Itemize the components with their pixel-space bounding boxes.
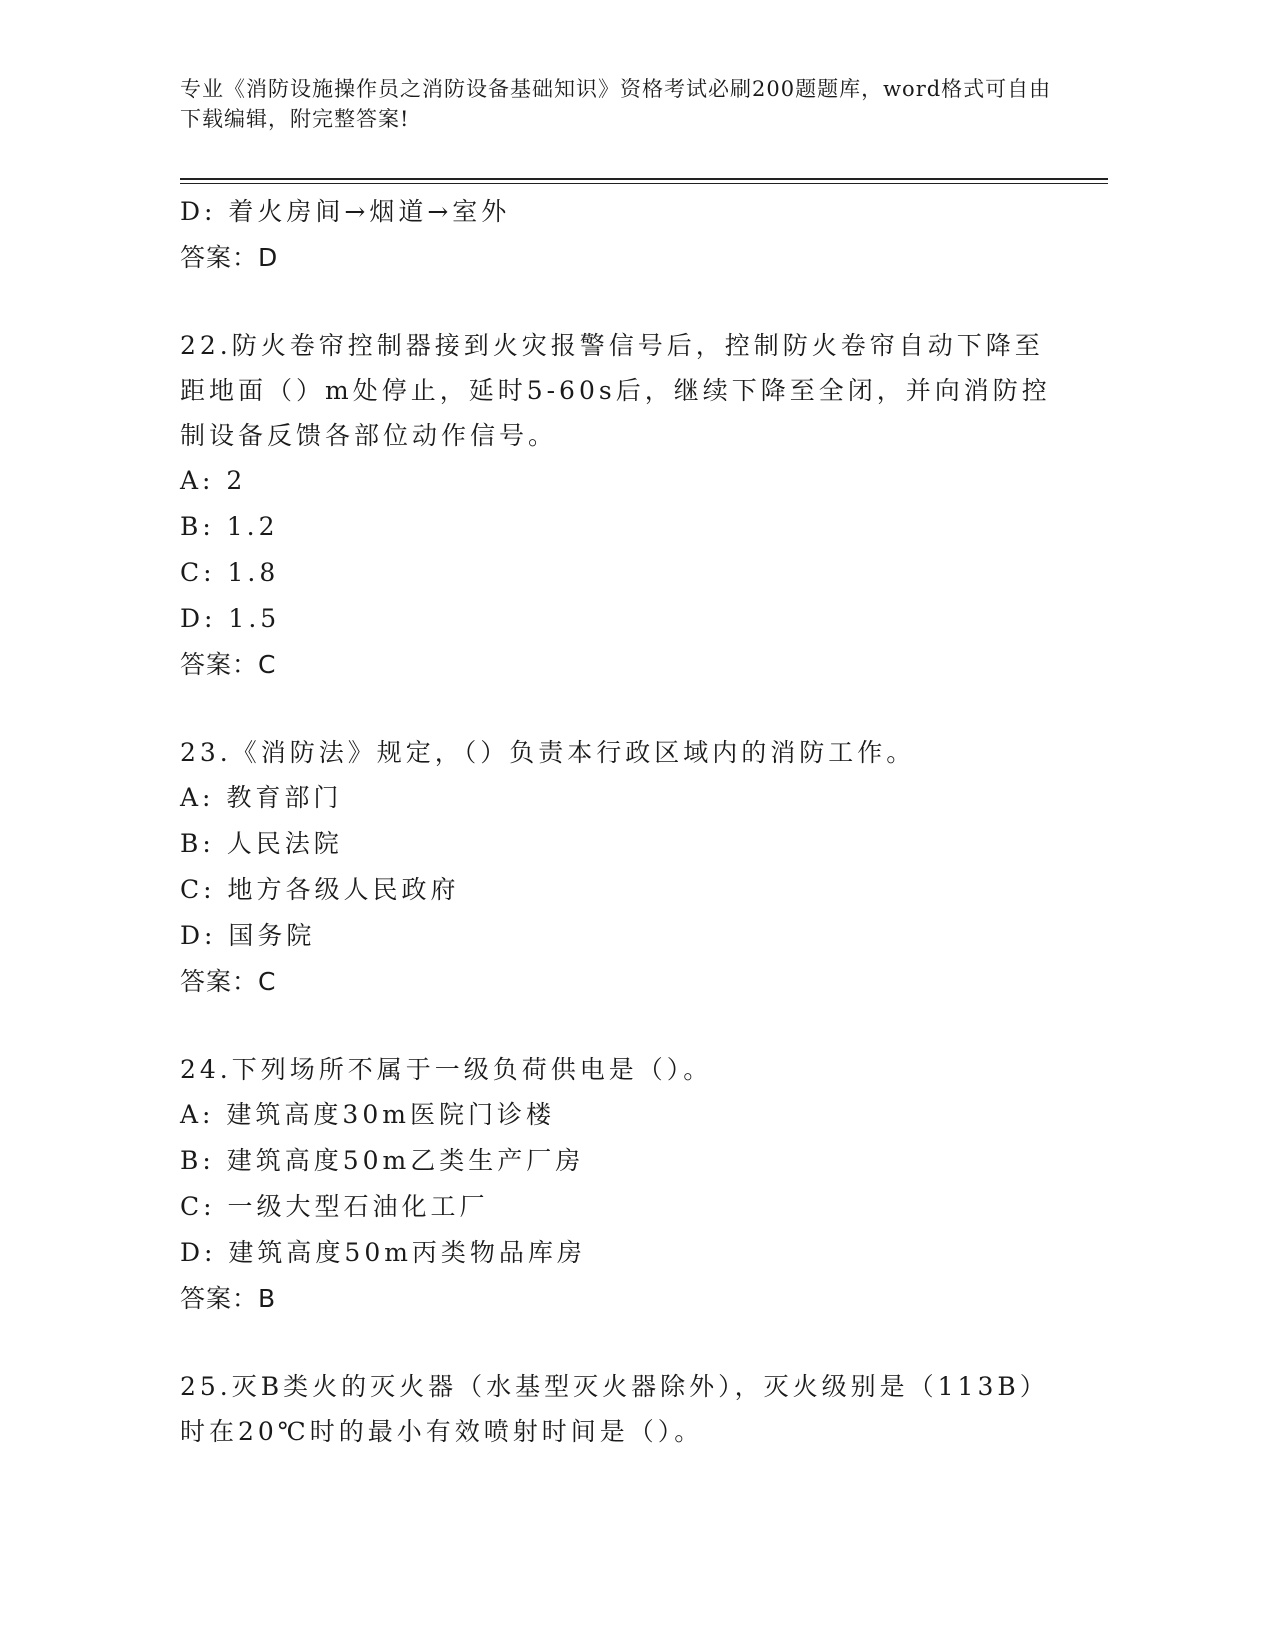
header-title: 专业《消防设施操作员之消防设备基础知识》资格考试必刷200题题库，word格式可自由下载编辑，附完整答案! bbox=[180, 77, 1052, 131]
question-content bbox=[180, 189, 1060, 1454]
question-stem: 25.灭B类火的灭火器（水基型灭火器除外），灭火级别是（113B）时在20℃时的最小有效喷射时间是（）。 bbox=[180, 1372, 1049, 1446]
option-a: A: 教育部门 bbox=[180, 783, 343, 812]
option-c: C: 一级大型石油化工厂 bbox=[180, 1192, 489, 1221]
option-b: B: 1.2 bbox=[180, 512, 279, 541]
question-stem: 24.下列场所不属于一级负荷供电是（）。 bbox=[180, 1055, 713, 1084]
option-b: B: 建筑高度50m乙类生产厂房 bbox=[180, 1146, 585, 1175]
header-divider-thin bbox=[180, 183, 1108, 184]
spacer bbox=[180, 1322, 1060, 1364]
option-a: A: 2 bbox=[180, 466, 247, 495]
spacer bbox=[180, 1005, 1060, 1047]
question-23 bbox=[180, 730, 1060, 1005]
option-c: C: 地方各级人民政府 bbox=[180, 875, 460, 904]
option-b: B: 人民法院 bbox=[180, 829, 343, 858]
answer-line: 答案：C bbox=[180, 650, 277, 679]
answer-line: 答案：C bbox=[180, 967, 277, 996]
spacer bbox=[180, 688, 1060, 730]
question-25 bbox=[180, 1364, 1060, 1454]
question-stem: 22.防火卷帘控制器接到火灾报警信号后，控制防火卷帘自动下降至距地面（）m处停止，延时5-60s后，继续下降至全闭，并向消防控制设备反馈各部位动作信号。 bbox=[180, 331, 1051, 450]
option-c: C: 1.8 bbox=[180, 558, 280, 587]
option-d: D: 着火房间→烟道→室外 bbox=[180, 197, 511, 226]
document-header bbox=[180, 74, 1060, 134]
question-24 bbox=[180, 1047, 1060, 1322]
option-d: D: 建筑高度50m丙类物品库房 bbox=[180, 1238, 586, 1267]
spacer bbox=[180, 281, 1060, 323]
question-22 bbox=[180, 323, 1060, 688]
answer-line: 答案：B bbox=[180, 1284, 277, 1313]
question-stem: 23.《消防法》规定，（）负责本行政区域内的消防工作。 bbox=[180, 738, 916, 767]
option-a: A: 建筑高度30m医院门诊楼 bbox=[180, 1100, 555, 1129]
answer-line: 答案：D bbox=[180, 243, 279, 272]
option-d: D: 国务院 bbox=[180, 921, 316, 950]
option-d: D: 1.5 bbox=[180, 604, 281, 633]
header-divider-thick bbox=[180, 178, 1108, 180]
